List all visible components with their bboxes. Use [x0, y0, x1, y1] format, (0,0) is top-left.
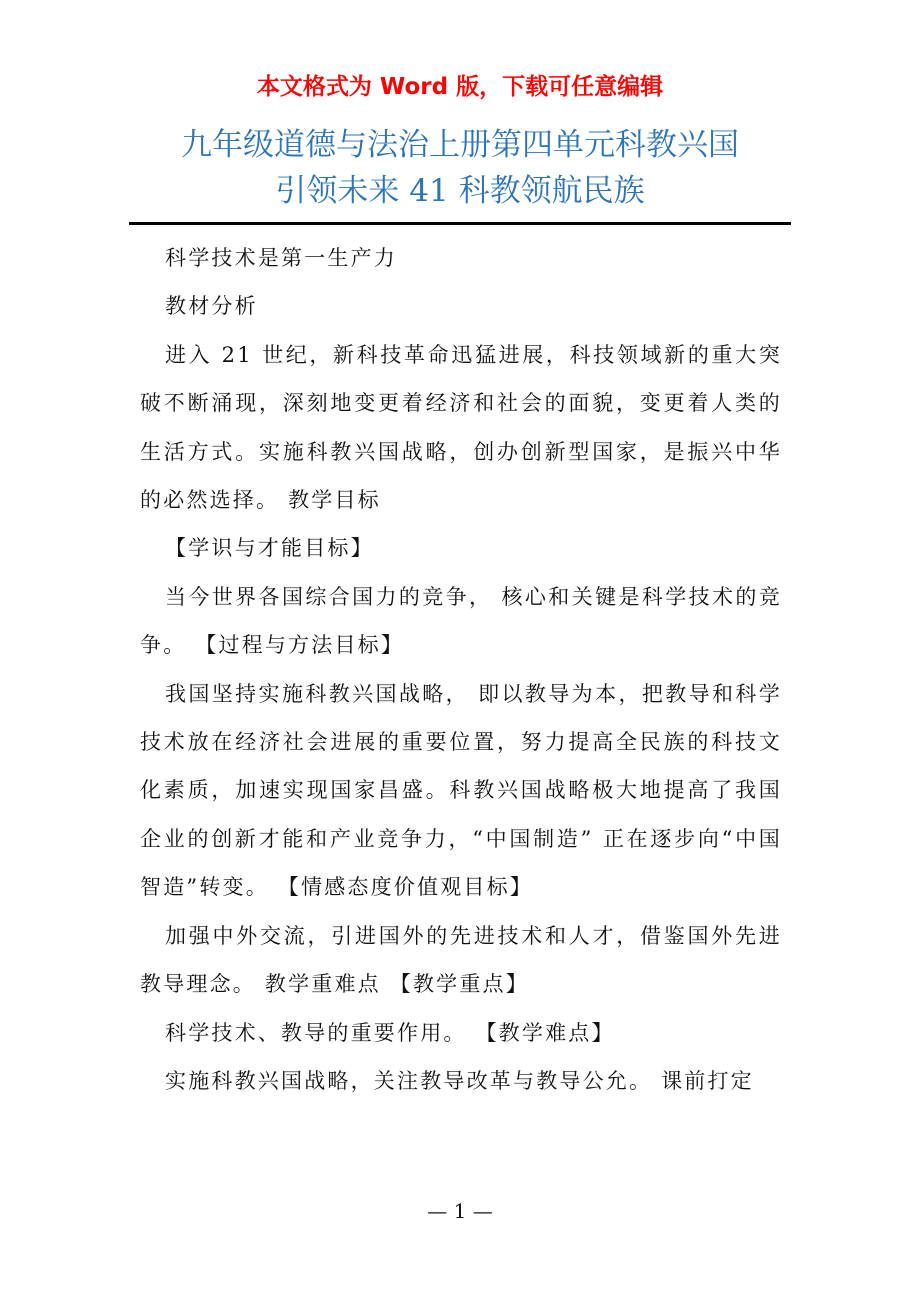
title-line-1: 九年级道德与法治上册第四单元科教兴国	[181, 127, 739, 163]
word-format-notice: 本文格式为 Word 版，下载可任意编辑	[256, 74, 664, 100]
paragraph-knowledge-goal: 当今世界各国综合国力的竞争， 核心和关键是科学技术的竞争。 【过程与方法目标】	[140, 584, 782, 658]
paragraph-process-goal: 我国坚持实施科教兴国战略， 即以教导为本，把教导和科学技术放在经济社会进展的重要位置，努力提高全民族的科技文化素质，加速实现国家昌盛。科教兴国战略极大地提高了我国企业的创新才能和产业竞争力，“中国制造” 正在逐步向“中国智造”转变。 【情感态度价值观目标】	[140, 681, 782, 900]
paragraph-knowledge-goal-heading: 【学识与才能目标】	[165, 536, 374, 561]
paragraph-section-heading: 科学技术是第一生产力	[165, 246, 397, 270]
page-number: — 1 —	[427, 1199, 493, 1223]
document-title	[130, 122, 790, 214]
paragraph-difficult-point: 实施科教兴国战略，关注教导改革与教导公允。 课前打定	[165, 1068, 754, 1093]
document-body	[140, 234, 782, 1105]
paragraph-values-goal: 加强中外交流，引进国外的先进技术和人才，借鉴国外先进教导理念。 教学重难点 【教学重点】	[140, 923, 782, 997]
title-line-2: 引领未来 41 科教领航民族	[275, 173, 645, 209]
header-divider	[129, 222, 791, 225]
paragraph-textbook-analysis-heading: 教材分析	[165, 294, 258, 319]
paragraph-textbook-analysis: 进入 21 世纪，新科技革命迅猛进展，科技领域新的重大突破不断涌现，深刻地变更着经济和社会的面貌，变更着人类的生活方式。实施科教兴国战略，创办创新型国家，是振兴中华的必然选择。 教学目标	[140, 342, 782, 513]
paragraph-key-point: 科学技术、教导的重要作用。 【教学难点】	[165, 1020, 615, 1045]
